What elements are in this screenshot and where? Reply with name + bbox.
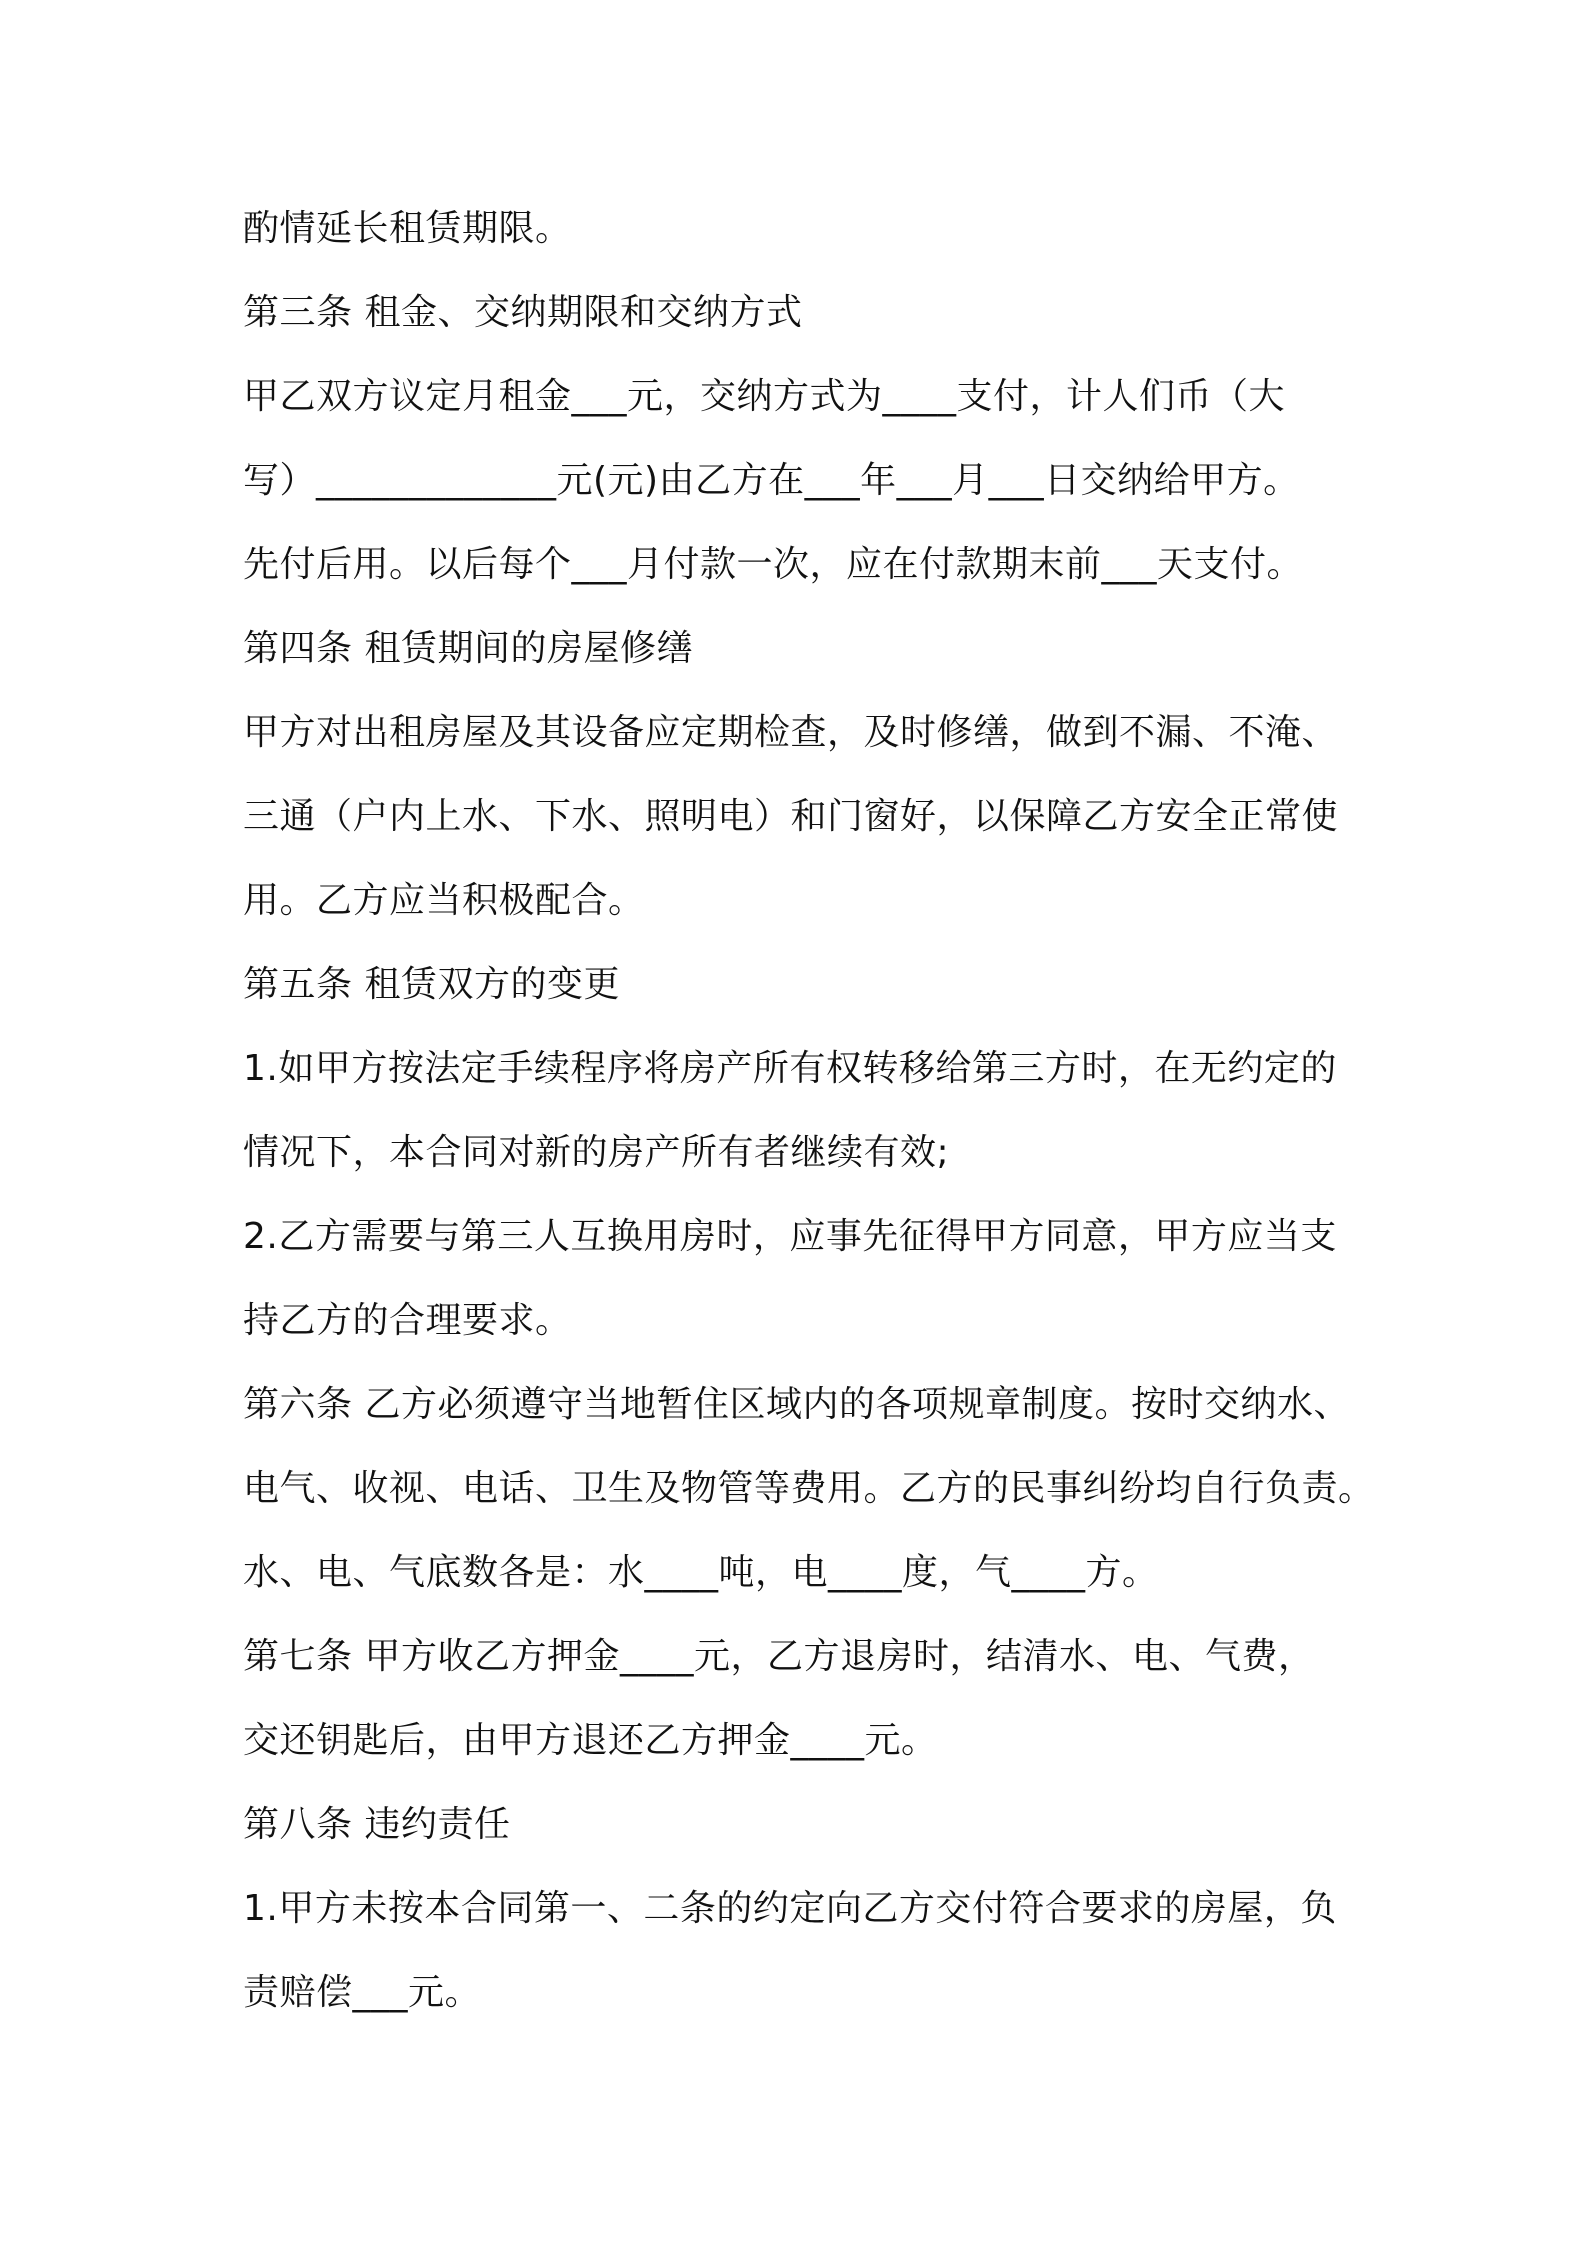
text-line: 2.乙方需要与第三人互换用房时，应事先征得甲方同意，甲方应当支	[243, 1216, 1337, 1257]
section-heading: 第七条 甲方收乙方押金____元，乙方退房时，结清水、电、气费，	[243, 1636, 1315, 1677]
text-line: 责赔偿___元。	[243, 1972, 482, 2013]
text-line: 1.甲方未按本合同第一、二条的约定向乙方交付符合要求的房屋，负	[243, 1888, 1337, 1929]
text-line: 交还钥匙后，由甲方退还乙方押金____元。	[243, 1720, 938, 1761]
text-line: 1.如甲方按法定手续程序将房产所有权转移给第三方时，在无约定的	[243, 1048, 1337, 1089]
section-heading: 第五条 租赁双方的变更	[243, 964, 620, 1005]
text-line: 先付后用。以后每个___月付款一次，应在付款期末前___天支付。	[243, 544, 1304, 585]
section-heading: 第六条 乙方必须遵守当地暂住区域内的各项规章制度。按时交纳水、	[243, 1384, 1350, 1425]
text-line: 甲方对出租房屋及其设备应定期检查，及时修缮，做到不漏、不淹、	[243, 712, 1339, 753]
text-line: 水、电、气底数各是：水____吨，电____度，气____方。	[243, 1552, 1159, 1593]
text-line: 情况下，本合同对新的房产所有者继续有效;	[243, 1132, 950, 1173]
text-line: 三通（户内上水、下水、照明电）和门窗好，以保障乙方安全正常使	[243, 796, 1339, 837]
section-heading: 第八条 违约责任	[243, 1804, 511, 1845]
section-heading: 第三条 租金、交纳期限和交纳方式	[243, 292, 803, 333]
text-line: 持乙方的合理要求。	[243, 1300, 572, 1341]
contract-body	[243, 187, 1383, 2035]
section-heading: 第四条 租赁期间的房屋修缮	[243, 628, 693, 669]
text-line: 酌情延长租赁期限。	[243, 208, 572, 249]
text-line: 电气、收视、电话、卫生及物管等费用。乙方的民事纠纷均自行负责。	[243, 1468, 1375, 1509]
text-line: 写）_____________元(元)由乙方在___年___月___日交纳给甲方。	[243, 460, 1300, 501]
text-line: 甲乙双方议定月租金___元，交纳方式为____支付，计人们币（大	[243, 376, 1286, 417]
text-line: 用。乙方应当积极配合。	[243, 880, 645, 921]
